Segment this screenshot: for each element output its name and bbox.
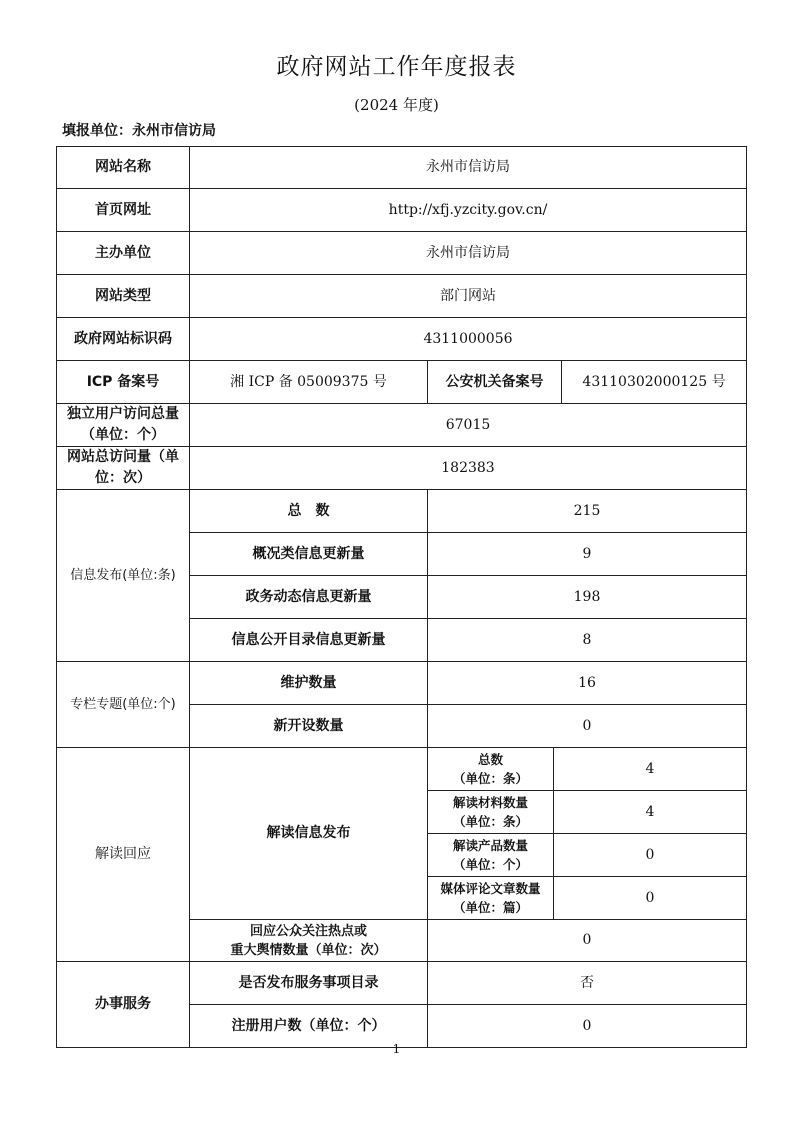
columns-maintain-label: 维护数量	[190, 662, 428, 705]
police-label: 公安机关备案号	[428, 361, 562, 404]
service-catalog-value: 否	[428, 962, 747, 1005]
site-type-value: 部门网站	[190, 275, 747, 318]
site-name-value: 永州市信访局	[190, 147, 747, 189]
info-publish-label: 信息发布(单位:条)	[57, 490, 190, 662]
interpret-total-label-line2: （单位：条）	[452, 771, 528, 786]
info-total-label: 总 数	[190, 490, 428, 533]
interpret-response-value: 0	[428, 920, 747, 962]
interpret-product-label-line1: 解读产品数量	[452, 838, 528, 853]
row-page-views	[57, 447, 747, 490]
page-number: 1	[392, 1042, 401, 1056]
columns-new-value: 0	[428, 705, 747, 748]
icp-label: ICP 备案号	[57, 361, 190, 404]
homepage-value: http://xfj.yzcity.gov.cn/	[190, 189, 747, 232]
row-columns-maintain	[57, 662, 747, 705]
interpret-media-label-line2: （单位：篇）	[452, 900, 528, 915]
report-table	[56, 146, 747, 1048]
interpret-material-label-line1: 解读材料数量	[452, 795, 528, 810]
interpret-material-label	[428, 791, 554, 834]
interpret-response-label-line1: 回应公众关注热点或	[249, 923, 367, 939]
unique-visitors-value: 67015	[190, 404, 747, 447]
interpret-publish-label: 解读信息发布	[190, 748, 428, 920]
service-users-label: 注册用户数（单位：个）	[190, 1005, 428, 1048]
row-info-total	[57, 490, 747, 533]
row-unique-visitors	[57, 404, 747, 447]
interpret-total-label-line1: 总数	[477, 752, 503, 767]
interpret-total-label	[428, 748, 554, 791]
report-year: (2024 年度)	[354, 96, 439, 114]
service-catalog-label: 是否发布服务事项目录	[190, 962, 428, 1005]
interpret-response-label	[190, 920, 428, 962]
row-icp	[57, 361, 747, 404]
info-total-value: 215	[428, 490, 747, 533]
homepage-label: 首页网址	[57, 189, 190, 232]
site-type-label: 网站类型	[57, 275, 190, 318]
row-homepage	[57, 189, 747, 232]
site-id-label: 政府网站标识码	[57, 318, 190, 361]
interpret-product-value: 0	[554, 834, 747, 877]
interpret-response-label-line2: 重大舆情数量（单位：次）	[230, 942, 387, 958]
page-views-label: 网站总访问量（单位：次）	[57, 447, 190, 490]
info-news-label: 政务动态信息更新量	[190, 576, 428, 619]
row-site-id	[57, 318, 747, 361]
sponsor-label: 主办单位	[57, 232, 190, 275]
info-open-value: 8	[428, 619, 747, 662]
filling-unit: 填报单位：永州市信访局	[62, 123, 216, 139]
info-open-label: 信息公开目录信息更新量	[190, 619, 428, 662]
interpret-material-label-line2: （单位：条）	[452, 814, 528, 829]
row-interpret-total	[57, 748, 747, 791]
row-sponsor	[57, 232, 747, 275]
row-site-name	[57, 147, 747, 189]
site-name-label: 网站名称	[57, 147, 190, 189]
interpret-product-label-line2: （单位：个）	[452, 857, 528, 872]
interpret-material-value: 4	[554, 791, 747, 834]
interpret-total-value: 4	[554, 748, 747, 791]
unique-visitors-label: 独立用户访问总量（单位：个）	[57, 404, 190, 447]
columns-new-label: 新开设数量	[190, 705, 428, 748]
info-overview-label: 概况类信息更新量	[190, 533, 428, 576]
row-service-catalog	[57, 962, 747, 1005]
interpret-media-value: 0	[554, 877, 747, 920]
interpret-product-label	[428, 834, 554, 877]
info-overview-value: 9	[428, 533, 747, 576]
row-site-type	[57, 275, 747, 318]
page-views-value: 182383	[190, 447, 747, 490]
site-id-value: 4311000056	[190, 318, 747, 361]
columns-maintain-value: 16	[428, 662, 747, 705]
police-value: 43110302000125 号	[562, 361, 747, 404]
service-users-value: 0	[428, 1005, 747, 1048]
interpret-label: 解读回应	[57, 748, 190, 962]
interpret-media-label	[428, 877, 554, 920]
sponsor-value: 永州市信访局	[190, 232, 747, 275]
interpret-media-label-line1: 媒体评论文章数量	[440, 881, 541, 896]
icp-value: 湘 ICP 备 05009375 号	[190, 361, 428, 404]
service-label: 办事服务	[57, 962, 190, 1048]
info-news-value: 198	[428, 576, 747, 619]
columns-label: 专栏专题(单位:个)	[57, 662, 190, 748]
report-title: 政府网站工作年度报表	[276, 54, 517, 80]
